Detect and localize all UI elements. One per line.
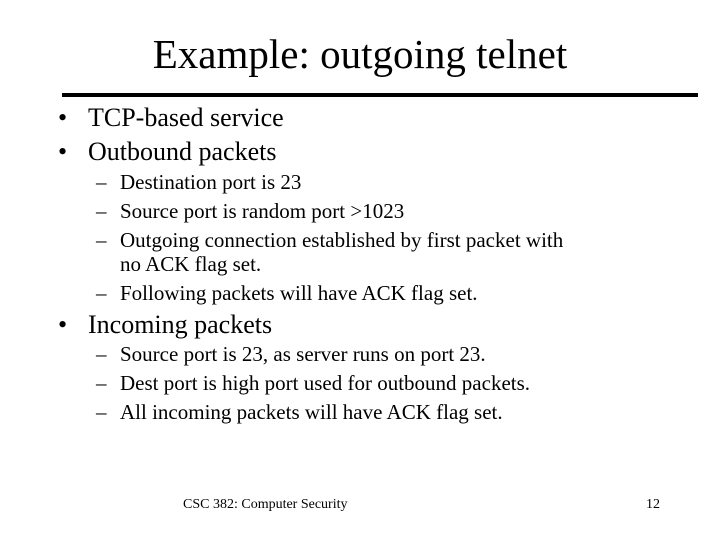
dash-icon: –: [96, 199, 107, 223]
bullet-icon: •: [58, 310, 68, 339]
sub-item-text-continued: no ACK flag set.: [120, 252, 262, 276]
sub-item-text: All incoming packets will have ACK flag set.: [120, 400, 503, 424]
bullet-text: Incoming packets: [88, 310, 273, 339]
sub-item-text: Outgoing connection established by first packet with: [120, 228, 564, 252]
sub-item-text: Following packets will have ACK flag set.: [120, 281, 478, 305]
dash-icon: –: [96, 342, 107, 366]
bullet-text: TCP-based service: [88, 103, 284, 132]
slide-number: 12: [646, 497, 660, 512]
dash-icon: –: [96, 371, 107, 395]
sub-item-text: Source port is 23, as server runs on port 23.: [120, 342, 486, 366]
sub-item-text: Dest port is high port used for outbound packets.: [120, 371, 531, 395]
sub-item-text: Destination port is 23: [120, 170, 302, 194]
slide-title: Example: outgoing telnet: [152, 31, 568, 77]
bullet-text: Outbound packets: [88, 137, 277, 166]
sub-item-text: Source port is random port >1023: [120, 199, 405, 223]
title-divider: [62, 93, 698, 97]
bullet-icon: •: [58, 103, 68, 132]
dash-icon: –: [96, 228, 107, 252]
dash-icon: –: [96, 281, 107, 305]
footer-course-label: CSC 382: Computer Security: [183, 497, 348, 512]
dash-icon: –: [96, 170, 107, 194]
bullet-icon: •: [58, 137, 68, 166]
dash-icon: –: [96, 400, 107, 424]
